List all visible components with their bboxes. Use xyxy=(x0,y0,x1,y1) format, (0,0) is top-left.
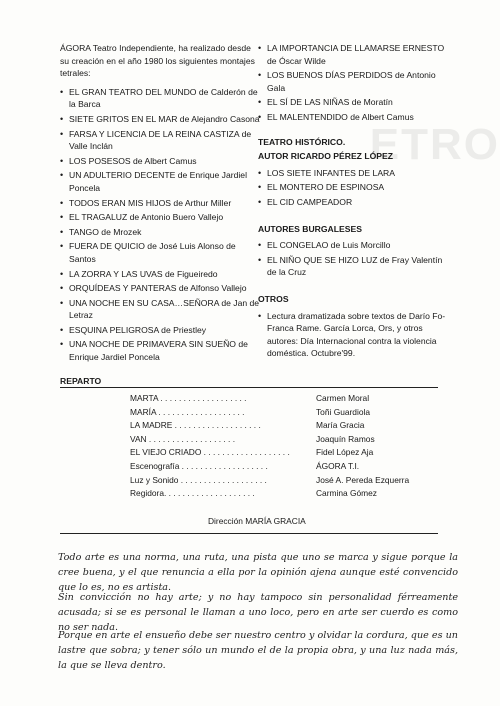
work-item: • LA IMPORTANCIA DE LLAMARSE ERNESTO de Óscar Wilde xyxy=(258,42,448,67)
role-name: MARTA xyxy=(130,393,159,403)
work-item: • LOS SIETE INFANTES DE LARA xyxy=(258,167,448,180)
cast-row xyxy=(130,392,410,406)
role-name: EL VIEJO CRIADO xyxy=(130,447,202,458)
works-list-right xyxy=(258,42,448,124)
bottom-divider xyxy=(60,533,438,534)
dot-leader: . . . . . . . . . . . . . . . . . . . xyxy=(179,460,268,471)
work-item: • ESQUINA PELIGROSA de Priestley xyxy=(60,324,260,337)
dot-leader: . . . . . . . . . . . . . . . . . . . xyxy=(158,393,247,403)
work-item: • ORQUÍDEAS Y PANTERAS de Alfonso Vallejo xyxy=(60,282,260,295)
work-item: • EL NIÑO QUE SE HIZO LUZ de Fray Valentín de la Cruz xyxy=(258,254,448,279)
intro-text: ÁGORA Teatro Independiente, ha realizado desde su creación en el año 1980 los siguientes montajes tetrales: xyxy=(60,43,255,79)
otros-title: OTROS xyxy=(258,293,289,304)
work-item: • UN ADULTERIO DECENTE de Enrique Jardiel Poncela xyxy=(60,169,260,194)
work-item: • EL TRAGALUZ de Antonio Buero Vallejo xyxy=(60,211,260,224)
role-name: VAN xyxy=(130,433,147,444)
work-item: • EL CONGELAO de Luis Morcillo xyxy=(258,239,448,252)
role-name: MARÍA xyxy=(130,406,157,417)
work-item: • UNA NOCHE DE PRIMAVERA SIN SUEÑO de Enrique Jardiel Poncela xyxy=(60,338,260,363)
historico-title: TEATRO HISTÓRICO. xyxy=(258,136,346,147)
historico-list xyxy=(258,167,448,209)
cast-role xyxy=(130,419,316,433)
right-column xyxy=(258,42,448,362)
work-item: • Lectura dramatizada sobre textos de Darío Fo-Franca Rame. García Lorca, Ors, y otros autores: Día Internacional contra la violencia doméstica. Octubre'99. xyxy=(258,310,448,360)
cast-row xyxy=(130,406,410,420)
otros-list xyxy=(258,310,448,360)
work-item: • TANGO de Mrozek xyxy=(60,226,260,239)
cast-actor: José A. Pereda Ezquerra xyxy=(316,474,410,485)
work-item: • EL SÍ DE LAS NIÑAS de Moratín xyxy=(258,96,448,109)
cast-role xyxy=(130,446,316,460)
work-item: • EL MALENTENDIDO de Albert Camus xyxy=(258,111,448,124)
dot-leader: . . . . . . . . . . . . . . . . . . . xyxy=(156,406,245,417)
cast-actor: ÁGORA T.I. xyxy=(316,460,360,471)
cast-role xyxy=(130,392,316,406)
cast-actor: Fidel López Aja xyxy=(316,447,374,458)
cast-actor: Carmen Moral xyxy=(316,393,370,403)
dot-leader: . . . . . . . . . . . . . . . . . . . xyxy=(178,474,267,485)
cast-role xyxy=(130,433,316,447)
cast-row xyxy=(130,487,410,501)
ghost-watermark: ETRO xyxy=(369,120,500,169)
cast-row xyxy=(130,474,410,488)
cast-role xyxy=(130,474,316,488)
burgaleses-list xyxy=(258,239,448,279)
role-name: LA MADRE xyxy=(130,420,173,431)
dot-leader: . . . . . . . . . . . . . . . . . . . xyxy=(201,447,290,458)
direction-credit: Dirección MARÍA GRACIA xyxy=(208,516,306,526)
burgaleses-title: AUTORES BURGALESES xyxy=(258,223,362,234)
work-item: • TODOS ERAN MIS HIJOS de Arthur Miller xyxy=(60,197,260,210)
work-item: • FARSA Y LICENCIA DE LA REINA CASTIZA de Valle Inclán xyxy=(60,128,260,153)
historico-subtitle: AUTOR RICARDO PÉREZ LÓPEZ xyxy=(258,151,393,162)
cast-actor: Carmina Gómez xyxy=(316,488,377,499)
cast-role xyxy=(130,487,316,501)
work-item: • LA ZORRA Y LAS UVAS de Figueiredo xyxy=(60,268,260,281)
quote-1: Todo arte es una norma, una ruta, una pista que uno se marca y sigue porque la cree buena, y el que renuncia a ella por la opinión ajena aunque esté convencido que lo es, no es artista. xyxy=(58,551,458,593)
dot-leader: . . . . . . . . . . . . . . . . . . . xyxy=(146,433,236,444)
reparto-divider xyxy=(60,387,438,388)
cast-actor: María Gracia xyxy=(316,420,365,431)
reparto-title: REPARTO xyxy=(60,376,102,386)
cast-row xyxy=(130,446,410,460)
work-item: • EL GRAN TEATRO DEL MUNDO de Calderón de la Barca xyxy=(60,86,260,111)
work-item: • LOS POSESOS de Albert Camus xyxy=(60,155,260,168)
cast-row xyxy=(130,433,410,447)
cast-list xyxy=(130,392,410,501)
dot-leader: . . . . . . . . . . . . . . . . . . . xyxy=(166,488,255,499)
cast-actor: Joaquín Ramos xyxy=(316,433,375,444)
cast-actor: Toñi Guardiola xyxy=(316,406,371,417)
cast-row xyxy=(130,460,410,474)
work-item: • EL MONTERO DE ESPINOSA xyxy=(258,181,448,194)
dot-leader: . . . . . . . . . . . . . . . . . . . xyxy=(172,420,261,431)
work-item: • LOS BUENOS DÍAS PERDIDOS de Antonio Gala xyxy=(258,69,448,94)
work-item: • UNA NOCHE EN SU CASA…SEÑORA de Jan de Letraz xyxy=(60,297,260,322)
work-item: • EL CID CAMPEADOR xyxy=(258,196,448,209)
role-name: Luz y Sonido xyxy=(130,474,179,485)
role-name: Regidora. xyxy=(130,488,167,499)
role-name: Escenografía xyxy=(130,460,180,471)
works-list-left xyxy=(60,86,260,364)
work-item: • FUERA DE QUICIO de José Luis Alonso de Santos xyxy=(60,240,260,265)
work-item: • SIETE GRITOS EN EL MAR de Alejandro Casona xyxy=(60,113,260,126)
cast-role xyxy=(130,406,316,420)
cast-role xyxy=(130,460,316,474)
cast-row xyxy=(130,419,410,433)
quote-2: Sin convicción no hay arte; y no hay tampoco sin personalidad férreamente acusada; si se es personal le llaman a uno loco, pero en arte ser cuerdo es como no ser nada. xyxy=(58,591,458,633)
left-column xyxy=(60,42,260,366)
quote-3: Porque en arte el ensueño debe ser nuestro centro y olvidar la cordura, que es un lastre que sobra; y tener sólo un mundo el de la propia obra, y una luz nada más, la que se lleva dentro. xyxy=(58,629,458,671)
